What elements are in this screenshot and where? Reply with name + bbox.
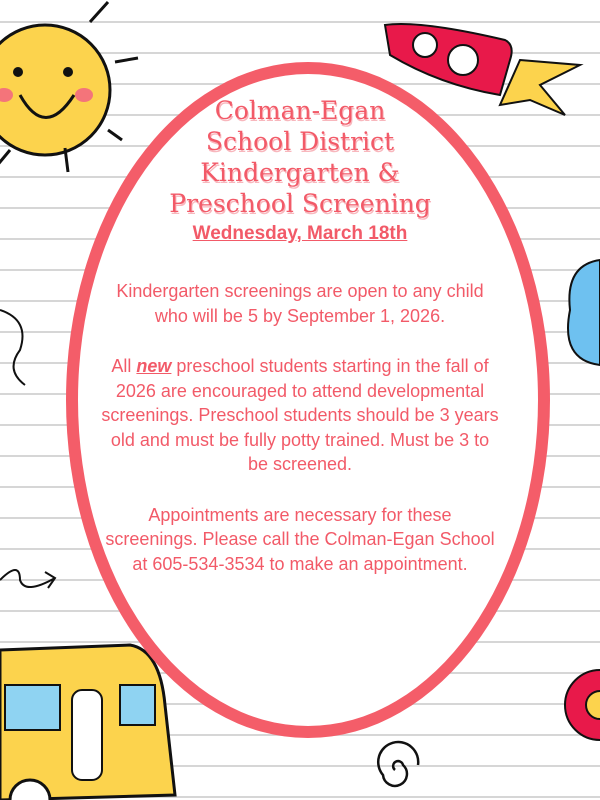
swirl-icon <box>0 300 35 390</box>
title-line: Preschool Screening <box>169 189 431 218</box>
kindergarten-paragraph: Kindergarten screenings are open to any child who will be 5 by September 1, 2026. <box>116 281 484 326</box>
flyer-content <box>100 95 500 576</box>
flower-icon <box>555 650 600 790</box>
title-line: Colman-Egan <box>214 96 386 125</box>
preschool-paragraph <box>100 354 500 477</box>
spiral-icon <box>360 730 430 800</box>
text: preschool students starting in the fall of 2026 are encouraged to attend developmental screenings. Preschool students should be 3 years old and must be fully potty trained. Must be 3 to be screened. <box>101 356 499 474</box>
flyer-title <box>100 95 500 219</box>
emphasis-new: new <box>136 356 172 376</box>
event-date: Wednesday, March 18th <box>192 223 408 244</box>
title-line: School District <box>205 127 395 156</box>
appointment-paragraph: Appointments are necessary for these screenings. Please call the Colman-Egan School at 605-534-3534 to make an appointment. <box>105 504 495 574</box>
text: All <box>111 356 137 376</box>
arrow-icon <box>0 560 60 600</box>
title-line: Kindergarten & <box>200 158 400 187</box>
cloud-icon <box>560 250 600 370</box>
